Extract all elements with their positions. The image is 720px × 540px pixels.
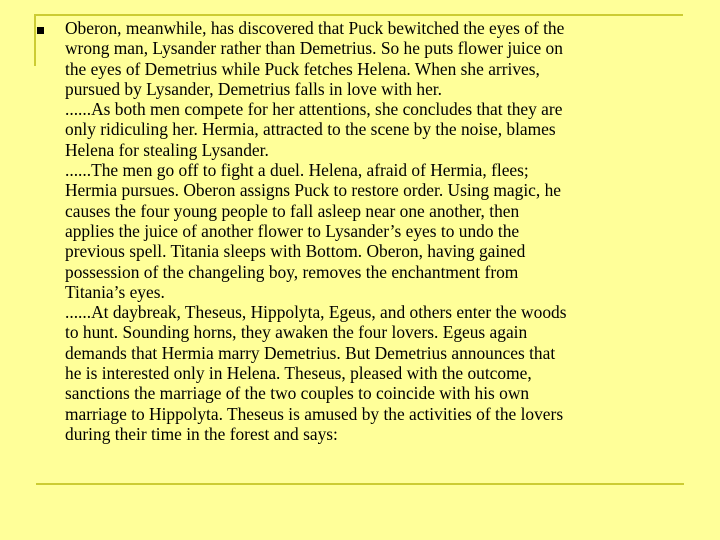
top-divider: [35, 14, 683, 16]
left-divider: [34, 14, 36, 66]
bottom-divider: [36, 483, 684, 485]
slide-body-text: Oberon, meanwhile, has discovered that Puck bewitched the eyes of the wrong man, Lysander rather than Demetrius. So he puts flower juice on the eyes of Demetrius while Puck fetches Helena. When she arrives, pursued by Lysander, Demetrius falls in love with her. ......As both men compete for her attentions, she concludes that they are only ridiculing her. Hermia, attracted to the scene by the noise, blames Helena for stealing Lysander. ......The men go off to fight a duel. Helena, afraid of Hermia, flees; Hermia pursues. Oberon assigns Puck to restore order. Using magic, he causes the four young people to fall asleep near one another, then applies the juice of another flower to Lysander’s eyes to undo the previous spell. Titania sleeps with Bottom. Oberon, having gained possession of the changeling boy, removes the enchantment from Titania’s eyes. ......At daybreak, Theseus, Hippolyta, Egeus, and others enter the woods to hunt. Sounding horns, they awaken the four lovers. Egeus again demands that Hermia marry Demetrius. But Demetrius announces that he is interested only in Helena. Theseus, pleased with the outcome, sanctions the marriage of the two couples to coincide with his own marriage to Hippolyta. Theseus is amused by the activities of the lovers during their time in the forest and says:: [65, 18, 567, 444]
square-bullet-icon: [37, 27, 44, 34]
